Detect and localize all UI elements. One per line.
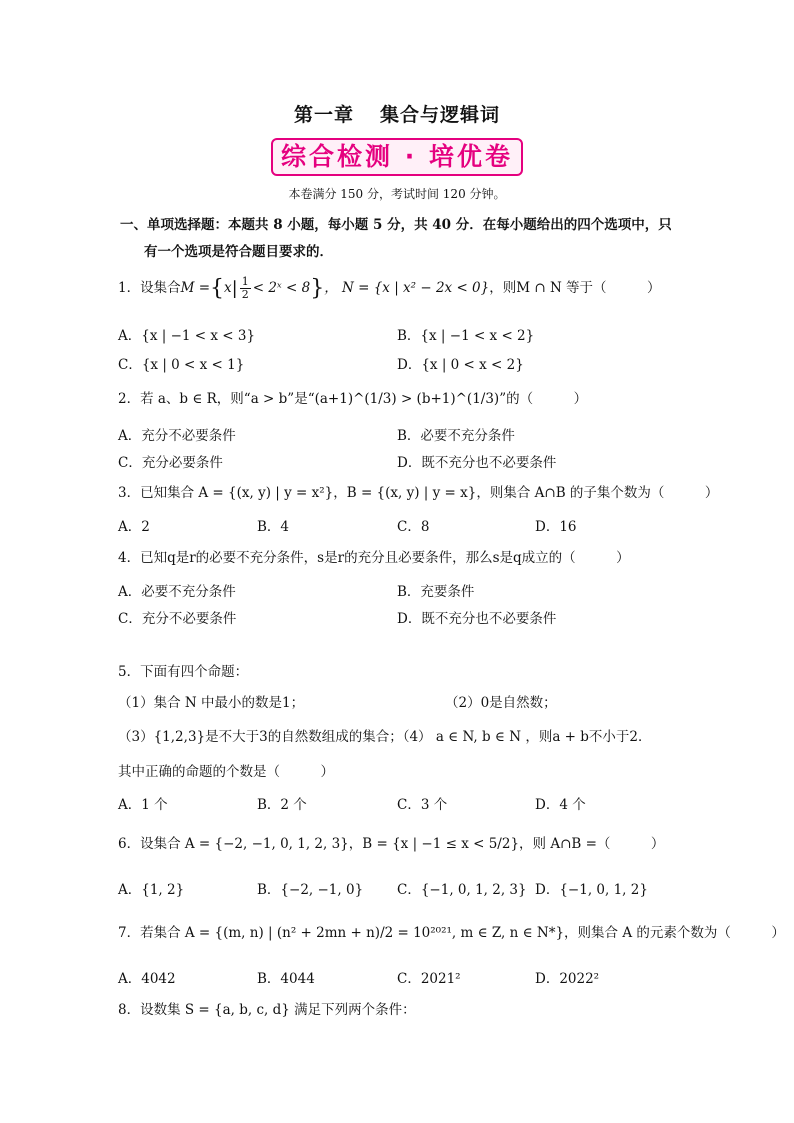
section-line-1: 一、单项选择题：本题共 8 小题，每小题 5 分，共 40 分．在每小题给出的四个选项中，只	[120, 217, 672, 233]
q3-option-d: D．16	[535, 519, 577, 535]
q5-ask: 其中正确的命题的个数是（ ）	[118, 764, 334, 780]
q4-option-b: B．充要条件	[397, 584, 475, 600]
q7-option-c: C．2021²	[397, 971, 461, 987]
q2-option-c: C．充分必要条件	[118, 455, 223, 471]
q3-option-b: B．4	[257, 519, 290, 535]
q3-option-a: A．2	[118, 519, 150, 535]
question-2: 2．若 a、b ∈ R，则“a > b”是“(a+1)^(1/3) > (b+1)^(1/3)”的（ ）	[118, 391, 588, 407]
q5-option-d: D．4 个	[535, 797, 586, 813]
q5-option-a: A．1 个	[118, 797, 168, 813]
q7-option-a: A．4042	[118, 971, 176, 987]
q6-option-a: A．{1, 2}	[118, 882, 185, 898]
exam-note: 本卷满分 150 分，考试时间 120 分钟。	[288, 187, 506, 201]
q2-option-a: A．充分不必要条件	[118, 428, 236, 444]
q5-prop-3-4: （3）{1,2,3}是不大于3的自然数组成的集合；（4） a ∈ N, b ∈ N ，则a + b不小于2．	[118, 729, 652, 745]
q5-option-c: C．3 个	[397, 797, 448, 813]
page-title	[0, 100, 794, 127]
q2-option-b: B．必要不充分条件	[397, 428, 515, 444]
q1-option-a: A．{x | −1 < x < 3}	[118, 328, 256, 344]
question-3: 3．已知集合 A = {(x, y) | y = x²}，B = {(x, y) | y = x}，则集合 A∩B 的子集个数为（ ）	[118, 485, 719, 501]
q6-option-d: D．{−1, 0, 1, 2}	[535, 882, 648, 898]
q4-option-c: C．充分不必要条件	[118, 611, 237, 627]
q2-option-d: D．既不充分也不必要条件	[397, 455, 557, 471]
q3-option-c: C．8	[397, 519, 430, 535]
chapter-label: 第一章	[293, 104, 354, 126]
section-instructions	[120, 212, 680, 266]
q4-option-d: D．既不充分也不必要条件	[397, 611, 557, 627]
question-4: 4．已知q是r的必要不充分条件，s是r的充分且必要条件，那么s是q成立的（ ）	[118, 550, 630, 566]
q4-option-a: A．必要不充分条件	[118, 584, 236, 600]
q7-option-d: D．2022²	[535, 971, 600, 987]
question-1: 1．设集合M ={x| $\frac{1}{2}$ < 2ˣ < 8}， N = {x | x² − 2x < 0}，则M ∩ N 等于（ ）	[118, 275, 661, 301]
question-6: 6．设集合 A = {−2, −1, 0, 1, 2, 3}，B = {x | −1 ≤ x < 5/2}，则 A∩B =（ ）	[118, 836, 665, 852]
q1-option-b: B．{x | −1 < x < 2}	[397, 328, 535, 344]
q1-option-c: C．{x | 0 < x < 1}	[118, 357, 245, 373]
chapter-topic: 集合与逻辑词	[380, 104, 501, 126]
section-line-2: 有一个选项是符合题目要求的．	[144, 244, 333, 260]
exam-banner: 综合检测 · 培优卷	[271, 138, 523, 176]
q5-prop-2: （2）0是自然数；	[445, 695, 557, 711]
question-5: 5．下面有四个命题：	[118, 664, 249, 680]
q6-option-c: C．{−1, 0, 1, 2, 3}	[397, 882, 527, 898]
question-8: 8．设数集 S = {a, b, c, d} 满足下列两个条件：	[118, 1002, 416, 1018]
question-7: 7．若集合 A = {(m, n) | (n² + 2mn + n)/2 = 10²⁰²¹, m ∈ Z, n ∈ N*}，则集合 A 的元素个数为（ ）	[118, 925, 785, 941]
q5-prop-1: （1）集合 N 中最小的数是1；	[118, 695, 305, 711]
q1-option-d: D．{x | 0 < x < 2}	[397, 357, 524, 373]
q6-option-b: B．{−2, −1, 0}	[257, 882, 364, 898]
q7-option-b: B．4044	[257, 971, 315, 987]
q5-option-b: B．2 个	[257, 797, 307, 813]
